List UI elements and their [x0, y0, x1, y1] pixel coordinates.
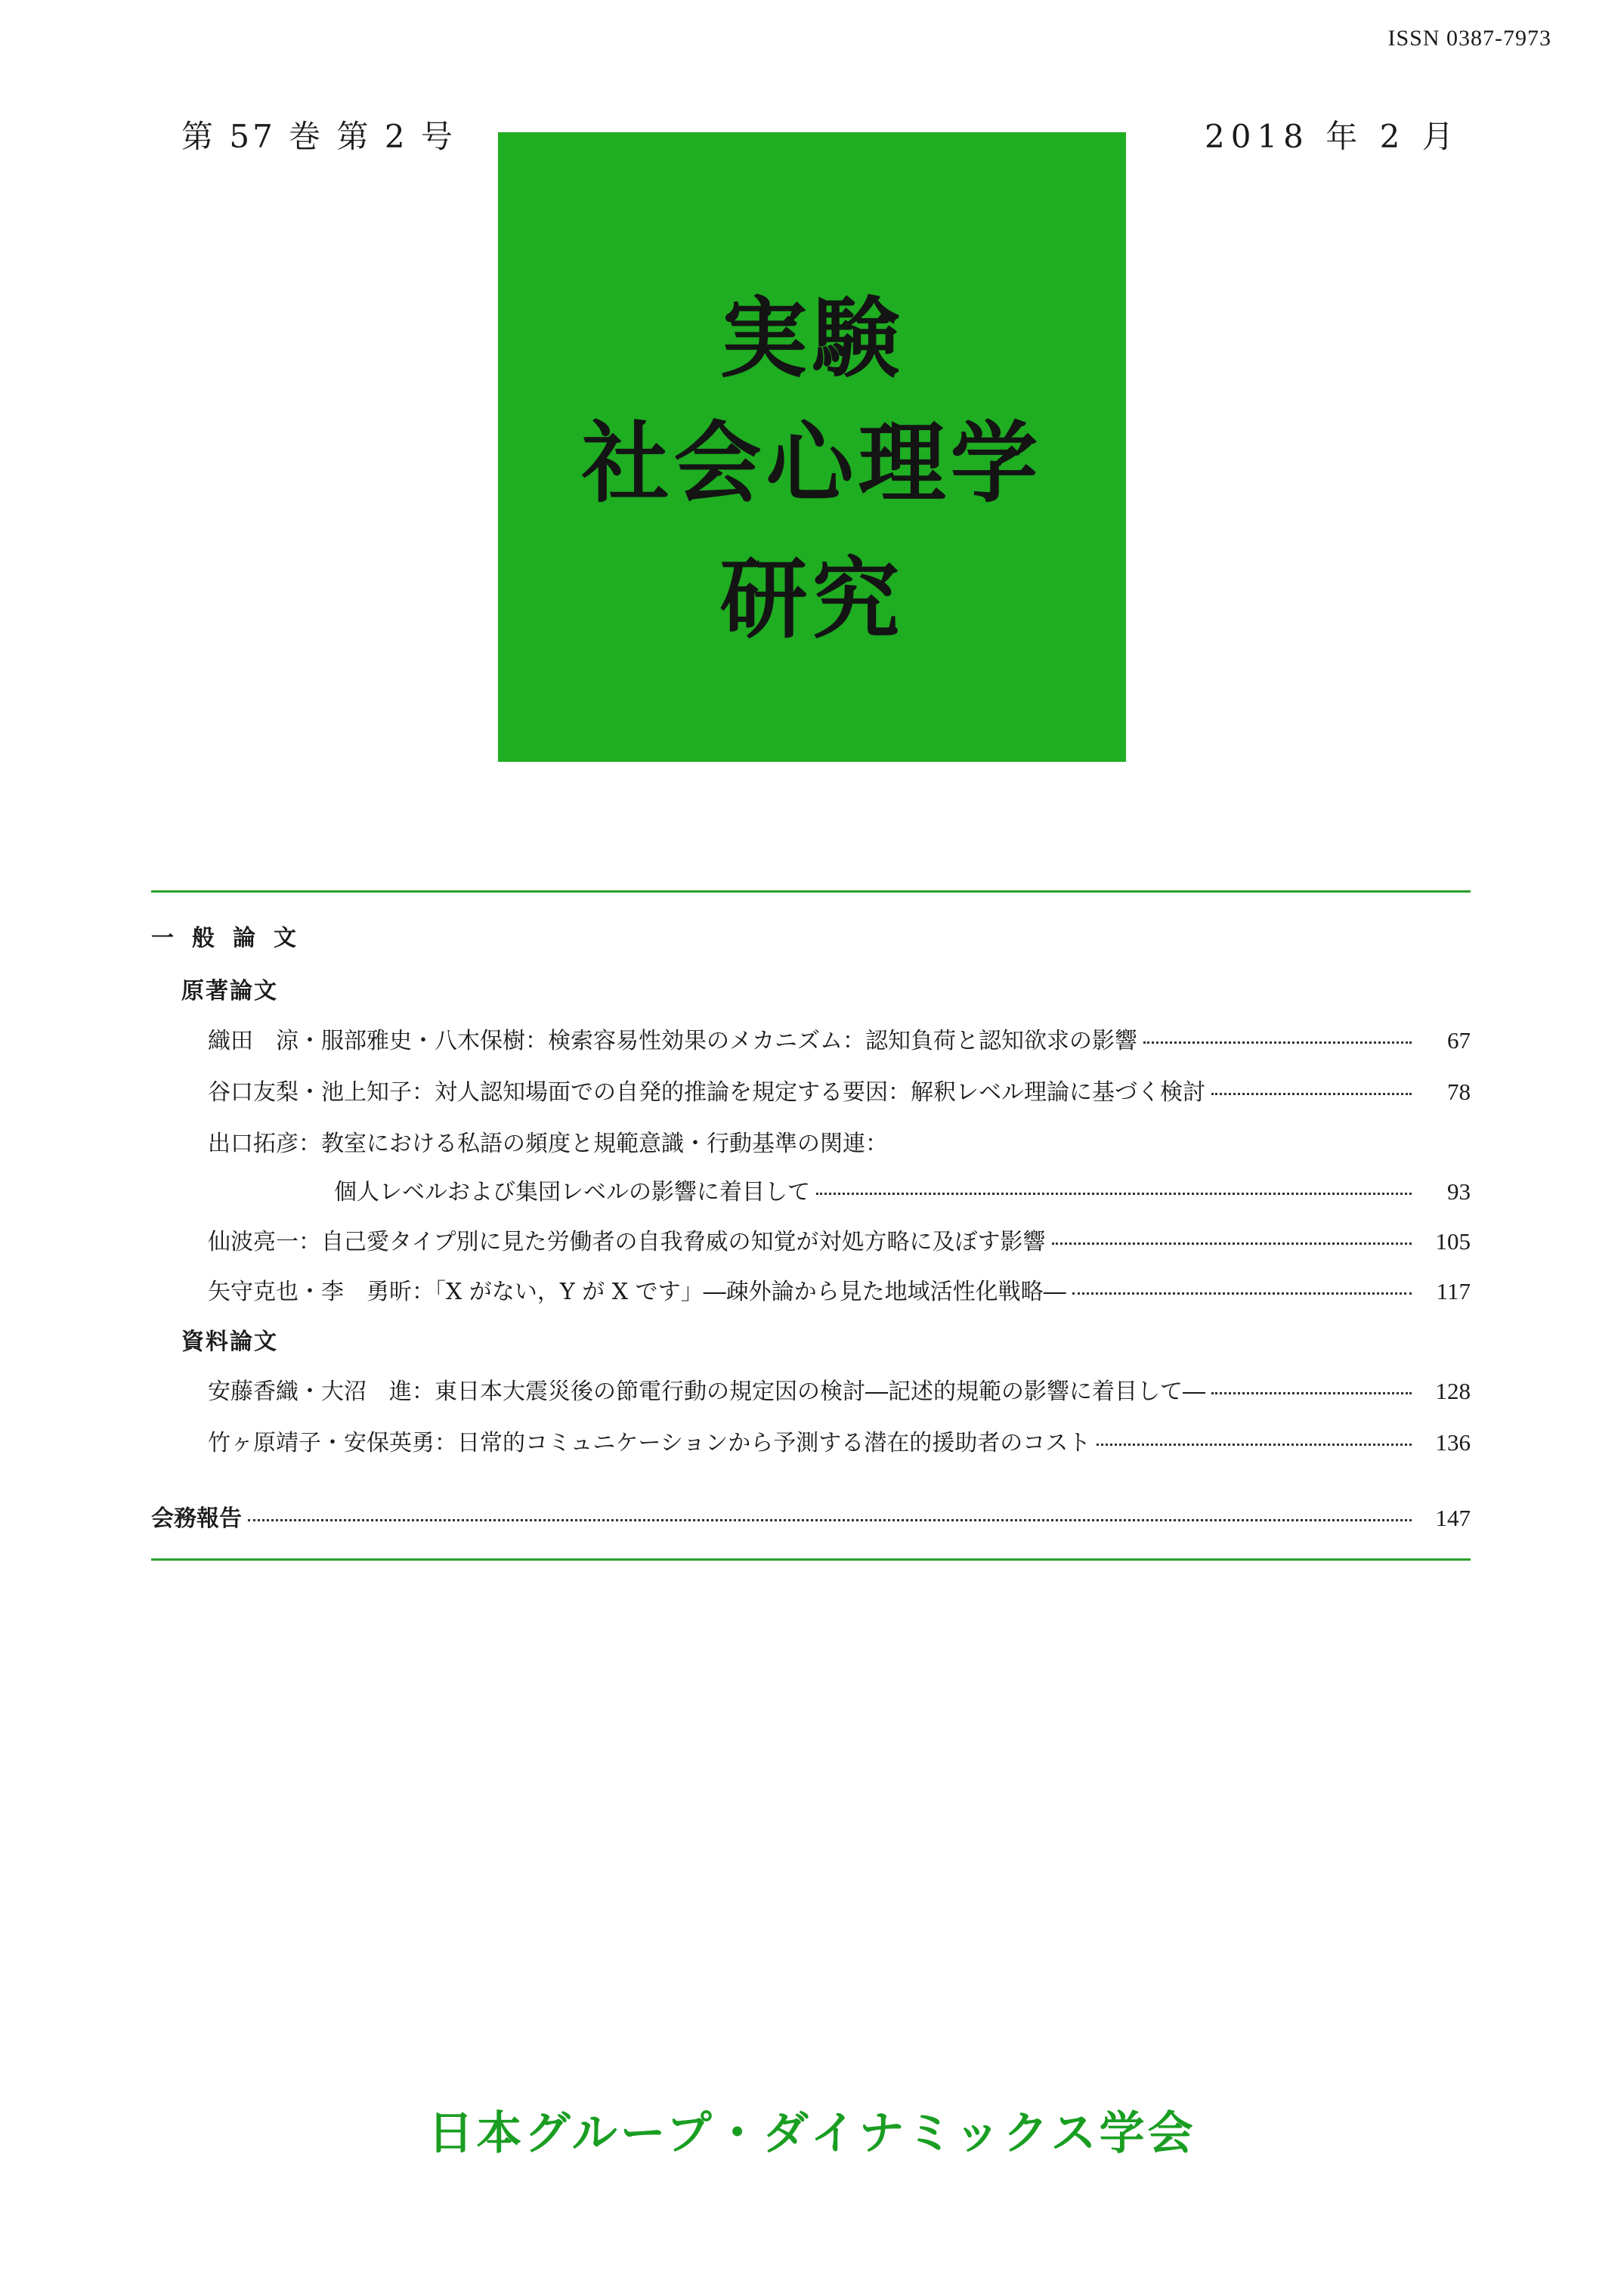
publisher-name: 日本グループ・ダイナミックス学会 [428, 2107, 1196, 2160]
leader-dots [1211, 1392, 1412, 1394]
leader-dots [816, 1193, 1412, 1195]
toc-entry [208, 1223, 1471, 1256]
toc-entry-text: 仙波亮一：自己愛タイプ別に見た労働者の自我脅威の知覚が対処方略に及ぼす影響 [208, 1229, 1046, 1255]
toc-entry-page: 136 [1435, 1429, 1471, 1456]
toc-entry-text: 個人レベルおよび集団レベルの影響に着目して [334, 1179, 810, 1205]
toc-entry-text: 安藤香織・大沼 進：東日本大震災後の節電行動の規定因の検討―記述的規範の影響に着目して― [208, 1379, 1205, 1405]
leader-dots [248, 1519, 1412, 1521]
toc-entry-society-report [151, 1499, 1471, 1533]
toc-entry-page: 105 [1435, 1228, 1471, 1255]
issn: ISSN 0387-7973 [1387, 26, 1551, 51]
toc-entry [208, 1073, 1471, 1106]
leader-dots [1143, 1041, 1412, 1044]
section-heading-original: 原著論文 [181, 978, 278, 1004]
toc-entry [208, 1424, 1471, 1457]
title-line-1: 実験 [719, 287, 905, 390]
section-heading-general: 一般論文 [151, 925, 314, 952]
toc-entry-text: 織田 涼・服部雅史・八木保樹：検索容易性効果のメカニズム：認知負荷と認知欲求の影響 [208, 1028, 1137, 1054]
leader-dots [1211, 1093, 1412, 1095]
toc-entry-page: 117 [1436, 1278, 1471, 1304]
toc-entry-text: 竹ヶ原靖子・安保英勇：日常的コミュニケーションから予測する潜在的援助者のコスト [208, 1430, 1091, 1456]
toc-entry [208, 1022, 1471, 1055]
leader-dots [1072, 1292, 1412, 1295]
section-heading-data: 資料論文 [181, 1329, 278, 1355]
toc-entry-page: 93 [1447, 1178, 1471, 1205]
toc-entry-page: 78 [1447, 1078, 1471, 1105]
issue-date: 2018 年 2 月 [1205, 118, 1460, 155]
divider-bottom [151, 1558, 1471, 1561]
toc-entry-continuation [334, 1173, 1471, 1206]
leader-dots [1097, 1444, 1412, 1446]
toc-entry-page: 128 [1435, 1378, 1471, 1404]
toc-entry-text: 出口拓彦：教室における私語の頻度と規範意識・行動基準の関連： [208, 1131, 888, 1157]
toc-entry [208, 1372, 1471, 1406]
toc-entry-text: 矢守克也・李 勇昕：「X がない，Y が X です」―疎外論から見た地域活性化戦略― [208, 1279, 1066, 1305]
toc-entry [208, 1273, 1471, 1306]
toc-entry-page: 147 [1435, 1505, 1471, 1531]
toc-entry [208, 1125, 1471, 1158]
title-line-2: 社会心理学 [581, 412, 1043, 515]
toc-entry-text: 会務報告 [151, 1506, 242, 1532]
title-line-3: 研究 [719, 548, 905, 651]
toc-entry-page: 67 [1447, 1027, 1471, 1054]
volume-number: 第 57 巻 第 2 号 [181, 118, 456, 155]
leader-dots [1052, 1242, 1412, 1245]
toc-entry-text: 谷口友梨・池上知子：対人認知場面での自発的推論を規定する要因：解釈レベル理論に基づく検討 [208, 1079, 1205, 1106]
